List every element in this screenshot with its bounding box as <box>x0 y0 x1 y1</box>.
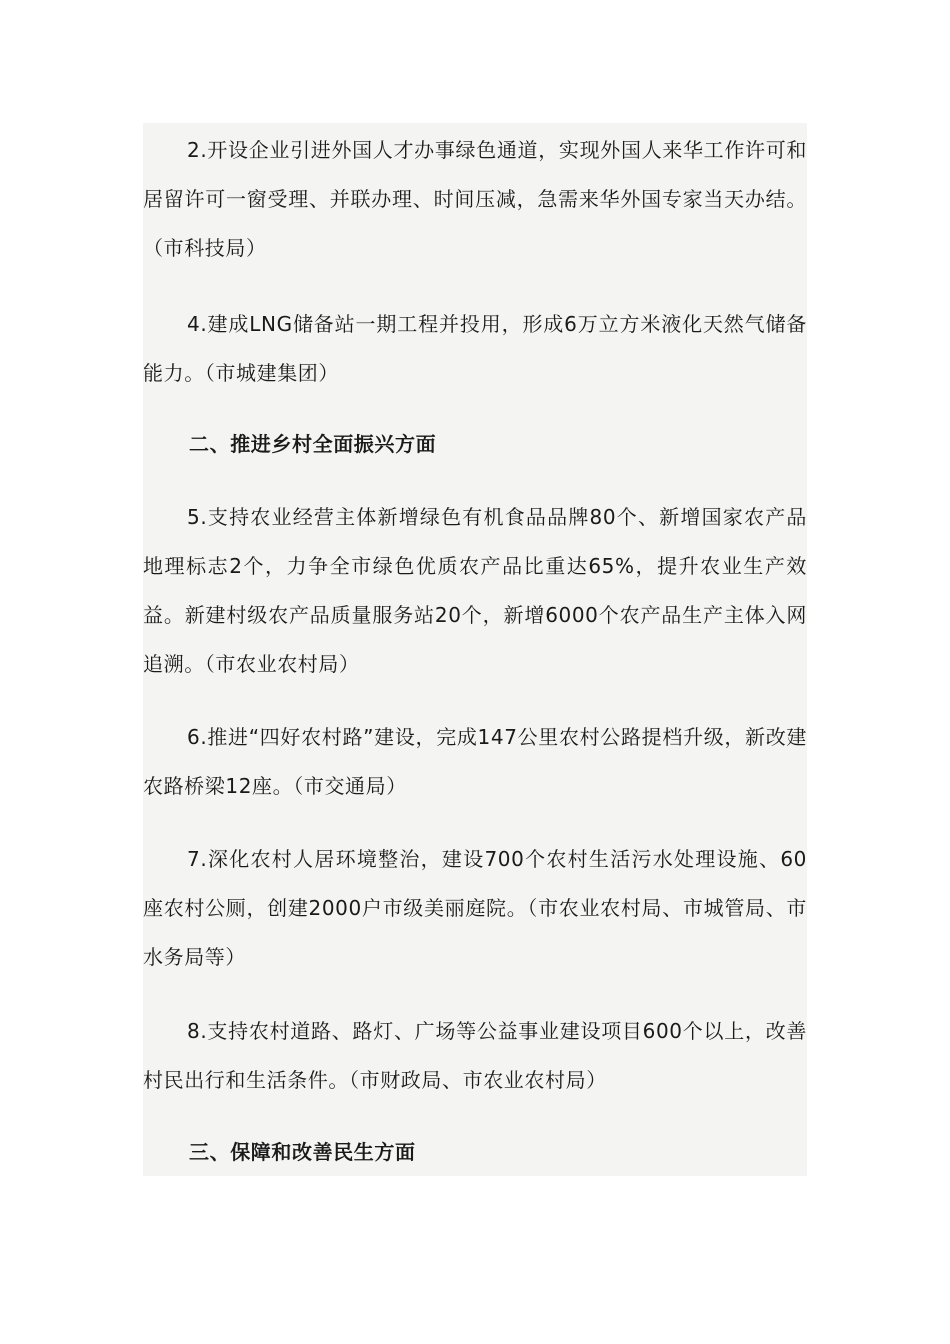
section-heading-rural-revitalization: 二、推进乡村全面振兴方面 <box>189 432 437 456</box>
item-8-paragraph: 8.支持农村道路、路灯、广场等公益事业建设项目600个以上，改善村民出行和生活条件。（市财政局、市农业农村局） <box>143 1019 807 1092</box>
item-6-paragraph: 6.推进“四好农村路”建设，完成147公里农村公路提档升级，新改建农路桥梁12座。（市交通局） <box>143 725 807 798</box>
item-5-paragraph: 5.支持农业经营主体新增绿色有机食品品牌80个、新增国家农产品地理标志2个，力争全市绿色优质农产品比重达65%，提升农业生产效益。新建村级农产品质量服务站20个，新增6000个农产品生产主体入网追溯。（市农业农村局） <box>143 505 807 676</box>
item-4-paragraph: 4.建成LNG储备站一期工程并投用，形成6万立方米液化天然气储备能力。（市城建集团） <box>143 312 807 385</box>
item-7-paragraph: 7.深化农村人居环境整治，建设700个农村生活污水处理设施、60座农村公厕，创建2000户市级美丽庭院。（市农业农村局、市城管局、市水务局等） <box>143 847 807 969</box>
document-page <box>143 123 807 1176</box>
item-2-paragraph: 2.开设企业引进外国人才办事绿色通道，实现外国人来华工作许可和居留许可一窗受理、并联办理、时间压减，急需来华外国专家当天办结。（市科技局） <box>143 138 807 260</box>
section-heading-livelihood: 三、保障和改善民生方面 <box>189 1140 416 1164</box>
